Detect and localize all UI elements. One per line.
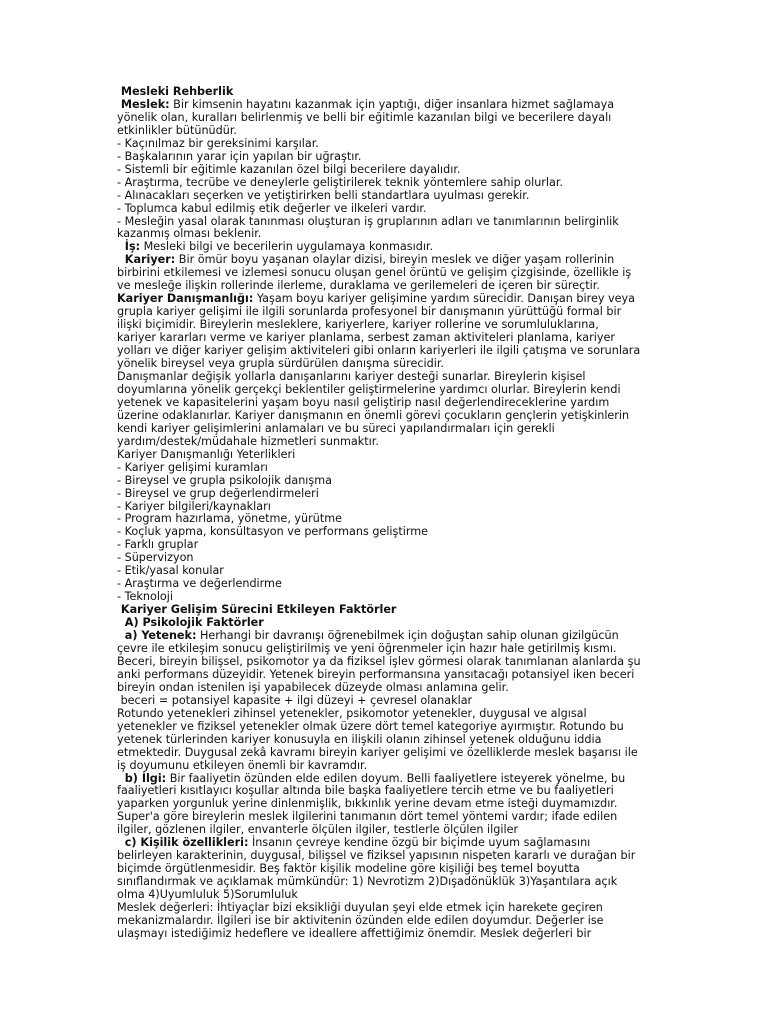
paragraph-term: Meslek: [117, 97, 170, 111]
paragraph-text: - Sistemli bir eğitimle kazanılan özel bilgi becerilere dayalıdır. [117, 162, 461, 176]
paragraph-text: Yaşam boyu kariyer gelişimine yardım sürecidir. Danışan birey veya grupla kariyer gelişimi ile ilgili sorunlarda profesyonel bir danışmanın yürüttüğü formal bir ilişki biçimidir. Bireylerin mesleklere, kariyerlere, kariyer rollerine ve sorumluluklarına, kariyer kararları verme ve kariyer planlama, serbest zaman aktiviteleri planlama, kariyer yolları ve diğer kariyer gelişim aktiviteleri gibi onların kariyerleri ile ilgili çatışma ve sorunlara yönelik bireysel veya grupla sürdürülen danışma sürecidir. [117, 292, 644, 371]
paragraph-text: Danışmanlar değişik yollarla danışanlarını kariyer desteği sunarlar. Bireylerin kişisel doyumlarına yönelik gerçekçi beklentiler geliştirmelerine yardımcı olurlar. Bireylerin kendi yetenek ve kapasitelerini yaşam boyu nasıl geliştirip nasıl değerlendireceklerine yardım üzerine odaklanırlar. Kariyer danışmanın en önemli görevi çocukların gençlerin yetişkinlerin kendi kariyer gelişimlerini anlamaları ve bu süreci yapılandırmaları için gerekli yardım/destek/müdahale hizmetleri sunmaktır. [117, 369, 633, 448]
paragraph-text: - Toplumca kabul edilmiş etik değerler ve ilkeleri vardır. [117, 201, 427, 215]
paragraph-text: beceri = potansiyel kapasite + ilgi düzeyi + çevresel olanaklar [117, 693, 473, 707]
paragraph-text: - Alınacakları seçerken ve yetiştirirken belli standartlara uyulması gerekir. [117, 188, 530, 202]
paragraph [117, 292, 644, 371]
paragraph-text: Bir ömür boyu yaşanan olaylar dizisi, bireyin meslek ve diğer yaşam rollerinin birbirini etkilemesi ve izlemesi sonucu oluşan genel örüntü ve gelişim çizgisinde, özellikle iş ve mesleğe ilişkin rollerinde ilerleme, duraklama ve gerilemeleri de içeren bir süreçtir. [117, 253, 635, 293]
paragraph-term: a) Yetenek: [117, 629, 197, 643]
paragraph [117, 773, 641, 812]
paragraph-term: İş: [117, 240, 141, 254]
paragraph-text: Herhangi bir davranışı öğrenebilmek için doğuştan sahip olunan gizilgücün çevre ile etkileşim sonucu geliştirilmiş ve yeni öğrenmeler için hazır hale getirilmiş kısmı. [117, 629, 623, 655]
paragraph-text: Beceri, bireyin bilişsel, psikomotor ya da fiziksel işlev görmesi olarak tanımlanan alanlarda şu anki performans düzeyidir. Yetenek bireyin performansına yansıtacağı potansiyel iken beceri bireyin ondan istenilen işi yapabilecek düzeyde olması anlamına gelir. [117, 654, 645, 694]
paragraph-text: - Farklı gruplar [117, 538, 199, 552]
paragraph [117, 216, 641, 242]
paragraph-text: - Etik/yasal konular [117, 564, 224, 578]
paragraph-text: İnsanın çevreye kendine özgü bir biçimde uyum sağlamasını belirleyen karakterinin, duygusal, bilişsel ve fiziksel yapısının nispeten kararlı ve durağan bir biçimde örgütlenmesidir. Beş faktör kişilik modeline göre kişiliği beş temel boyutta sınıflandırmak ve açıklamak mümkündür: 1) Nevrotizm 2)Dışadönüklük 3)Yaşantılara açık olma 4)Uyumluluk 5)Sorumluluk [117, 836, 639, 902]
paragraph-text: - Program hazırlama, yönetme, yürütme [117, 512, 342, 526]
paragraph-text: - Araştırma ve değerlendirme [117, 577, 282, 591]
paragraph-term: Kariyer Gelişim Sürecini Etkileyen Faktörler [117, 603, 397, 617]
paragraph-text: - Süpervizyon [117, 551, 194, 565]
paragraph-text: - Koçluk yapma, konsültasyon ve performans geliştirme [117, 525, 429, 539]
paragraph [117, 254, 641, 293]
paragraph-text: - Kariyer gelişimi kuramları [117, 460, 268, 474]
paragraph-text: - Bireysel ve grupla psikolojik danışma [117, 473, 332, 487]
paragraph [117, 371, 641, 449]
paragraph [117, 578, 641, 591]
paragraph-text: - Mesleğin yasal olarak tanınması oluşturan iş gruplarının adları ve tanımlarının belirginlik kazanmış olması beklenir. [117, 214, 623, 241]
paragraph-text: - Araştırma, tecrübe ve deneylerle geliştirilerek teknik yöntemlere sahip olurlar. [117, 175, 563, 189]
paragraph [117, 539, 641, 552]
paragraph [117, 811, 641, 837]
paragraph-text: - Kaçınılmaz bir gereksinimi karşılar. [117, 136, 319, 150]
paragraph-term: A) Psikolojik Faktörler [117, 616, 264, 630]
paragraph-term: Kariyer Danışmanlığı: [117, 292, 254, 306]
paragraph-text: Mesleki bilgi ve becerilerin uygulamaya konmasıdır. [140, 240, 434, 254]
document-body [117, 97, 645, 941]
paragraph-text: Super'a göre bireylerin meslek ilgilerini tanımanın dört temel yöntemi vardır; ifade edilen ilgiler, gözlenen ilgiler, envanterle ölçülen ilgiler, testlerle ölçülen ilgiler [117, 810, 621, 837]
paragraph [117, 902, 641, 941]
paragraph [117, 630, 641, 656]
paragraph-text: - Bireysel ve grup değerlendirmeleri [117, 486, 319, 500]
paragraph-text: - Başkalarının yarar için yapılan bir uğraştır. [117, 149, 362, 163]
paragraph-term: Kariyer: [117, 253, 176, 267]
document-title: Mesleki Rehberlik [117, 85, 234, 98]
paragraph-term: b) İlgi: [117, 771, 167, 785]
paragraph-text: Rotundo yetenekleri zihinsel yetenekler, psikomotor yetenekler, duygusal ve algısal yetenekler ve fiziksel yetenekler olmak üzere dört temel kategoriye ayırmıştır. Rotundo bu yetenek türlerinden kariyer konusuyla en ilişkili olanın zihinsel yetenek olduğunu iddia etmektedir. Duygusal zekâ kavramı bireyin kariyer gelişimi ve özelliklerde meslek başarısı ile iş doyumunu etkileyen önemli bir kavramdır. [117, 706, 642, 772]
paragraph-text: Bir faaliyetin özünden elde edilen doyum. Belli faaliyetlere isteyerek yönelme, bu faaliyetleri kısıtlayıcı koşullar altında bile başka faaliyetlere tercih etme ve bu faaliyetleri yaparken yorgunluk yerine dinlenmişlik, bıkkınlık yerine devam etme isteği duymamızdır. [117, 771, 629, 811]
paragraph [117, 99, 641, 138]
paragraph [117, 837, 641, 902]
paragraph-text: Bir kimsenin hayatını kazanmak için yaptığı, diğer insanlara hizmet sağlamaya yönelik olan, kuralları belirlenmiş ve belli bir eğitimle kazanılan bilgi ve becerilere dayalı etkinlikler bütünüdür. [117, 97, 618, 137]
paragraph [117, 654, 645, 695]
paragraph-text: - Teknoloji [117, 590, 173, 604]
paragraph-text: Kariyer Danışmanlığı Yeterlikleri [117, 447, 296, 461]
paragraph [117, 708, 641, 773]
document-page [117, 85, 645, 941]
paragraph-text: - Kariyer bilgileri/kaynakları [117, 499, 271, 513]
paragraph-term: c) Kişilik özellikleri: [117, 836, 249, 850]
paragraph-text: Meslek değerleri: İhtiyaçlar bizi eksikliği duyulan şeyi elde etmek için harekete geçiren mekanizmalardır. İlgileri ise bir aktivitenin özünden elde edilen doyumdur. Değerler ise ulaşmayı istediğimiz hedeflere ve ideallere affettiğimiz önemdir. Meslek değerleri bir [117, 901, 608, 940]
